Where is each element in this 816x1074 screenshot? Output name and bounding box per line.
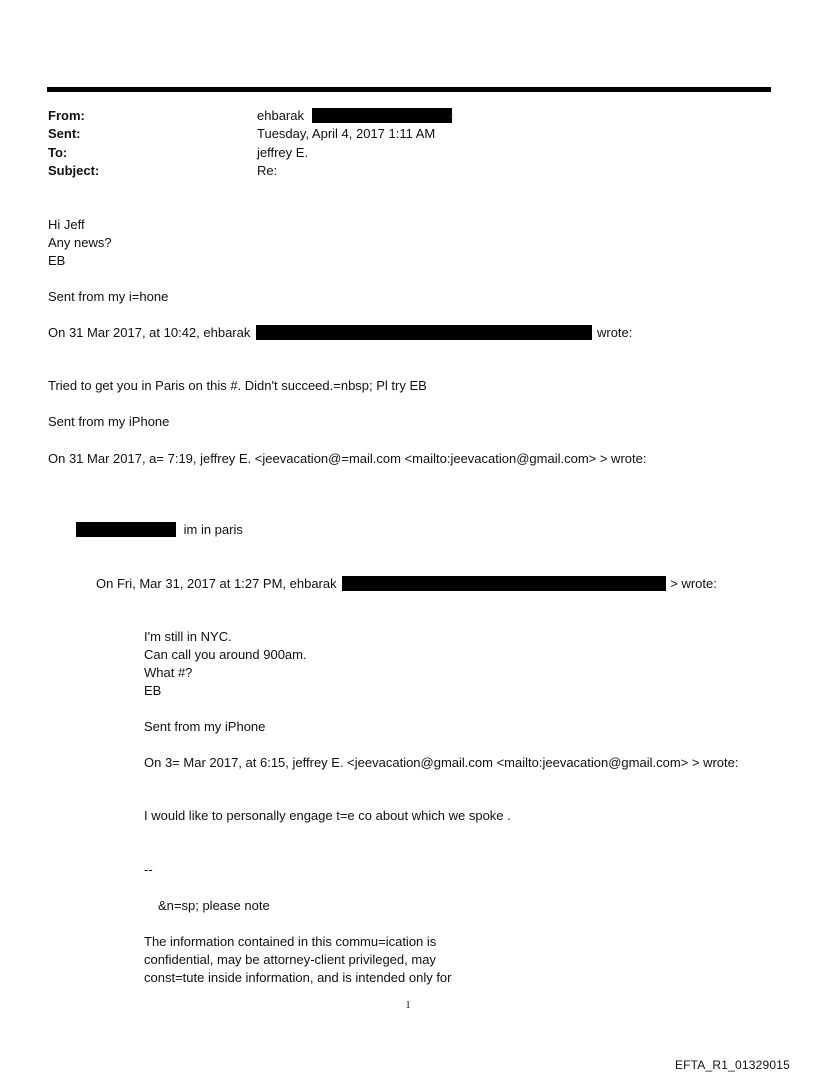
signature-dash: -- — [144, 862, 153, 877]
quote-header-3-suffix: > wrote: — [670, 576, 717, 591]
to-value: jeffrey E. — [257, 145, 309, 160]
message-paris: Tried to get you in Paris on this #. Didn't succeed.=nbsp; Pl try EB — [48, 378, 427, 393]
quote-header-1-prefix: On 31 Mar 2017, at 10:42, ehbarak — [48, 325, 251, 340]
sent-value: Tuesday, April 4, 2017 1:11 AM — [257, 126, 436, 141]
from-value — [257, 107, 452, 125]
disclaimer-line3: const=tute inside information, and is intended only for — [144, 970, 452, 985]
redaction-name — [76, 522, 176, 537]
message-im-in-paris — [76, 521, 243, 539]
from-label: From: — [48, 108, 85, 123]
sent-from-line: Sent from my i=hone — [48, 289, 169, 304]
page-number: 1 — [405, 999, 411, 1011]
quote-header-4: On 3= Mar 2017, at 6:15, jeffrey E. <jeevacation@gmail.com <mailto:jeevacation@gmail.com> > wrote: — [144, 755, 739, 770]
subject-label: Subject: — [48, 163, 100, 178]
quote-header-3-prefix: On Fri, Mar 31, 2017 at 1:27 PM, ehbarak — [96, 576, 337, 591]
from-name: ehbarak — [257, 108, 304, 123]
quote-header-1 — [48, 324, 632, 342]
message-im-in-paris-text: im in paris — [183, 522, 243, 537]
message-nyc-line2: Can call you around 900am. — [144, 647, 307, 662]
message-nyc-line1: I'm still in NYC. — [144, 629, 232, 644]
subject-value: Re: — [257, 163, 278, 178]
redaction-email-1 — [256, 325, 592, 340]
body-signoff: EB — [48, 253, 66, 268]
document-id: EFTA_R1_01329015 — [674, 1058, 790, 1072]
body-greeting: Hi Jeff — [48, 217, 85, 232]
fold-mark: ‹ — [449, 109, 453, 123]
message-nyc-line3: What #? — [144, 665, 193, 680]
disclaimer-line1: The information contained in this commu=ication is — [144, 934, 437, 949]
sent-from-line: Sent from my iPhone — [48, 414, 170, 429]
redaction-email-2 — [342, 576, 666, 591]
signature-note: &n=sp; please note — [158, 898, 270, 913]
disclaimer-line2: confidential, may be attorney-client privileged, may — [144, 952, 436, 967]
sent-from-line: Sent from my iPhone — [144, 719, 266, 734]
message-nyc-signoff: EB — [144, 683, 162, 698]
quote-header-1-suffix: wrote: — [596, 325, 633, 340]
quote-header-2: On 31 Mar 2017, a= 7:19, jeffrey E. <jeevacation@=mail.com <mailto:jeevacation@gmail.com> > wrote: — [48, 451, 647, 466]
header-rule — [47, 87, 771, 92]
to-label: To: — [48, 145, 68, 160]
body-line: Any news? — [48, 235, 112, 250]
quote-header-3 — [96, 575, 717, 593]
redaction-from-email — [312, 108, 452, 123]
message-engage: I would like to personally engage t=e co about which we spoke . — [144, 808, 511, 823]
sent-label: Sent: — [48, 126, 81, 141]
